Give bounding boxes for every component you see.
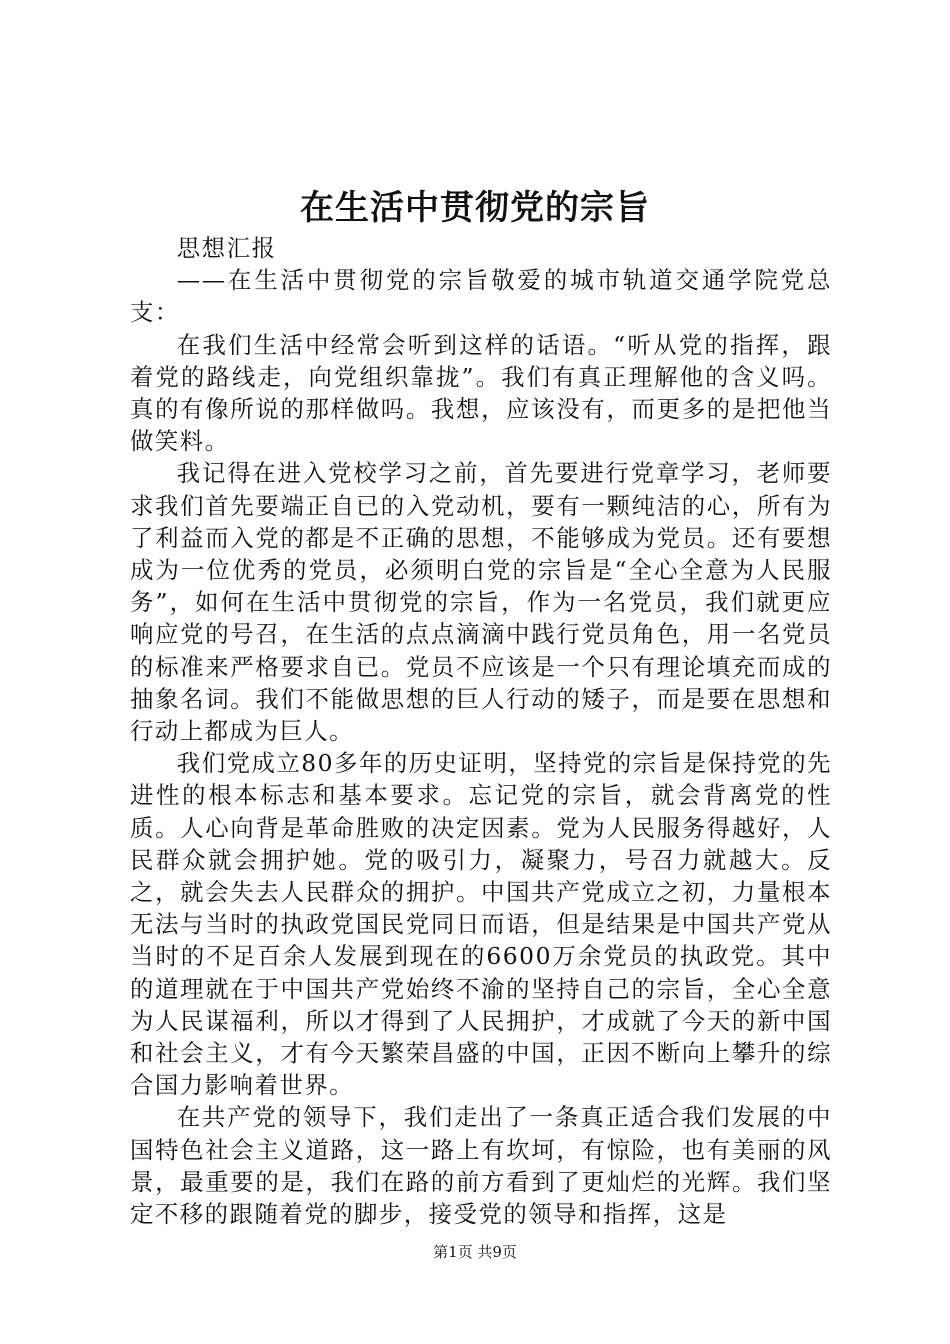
paragraph: 在我们生活中经常会听到这样的话语。“听从党的指挥，跟着党的路线走，向党组织靠拢”。我们有真正理解他的含义吗。真的有像所说的那样做吗。我想，应该没有，而更多的是把他当做笑料。 bbox=[130, 330, 832, 456]
paragraph: 我们党成立80多年的历史证明，坚持党的宗旨是保持党的先进性的根本标志和基本要求。忘记党的宗旨，就会背离党的性质。人心向背是革命胜败的决定因素。党为人民服务得越好，人民群众就会拥护她。党的吸引力，凝聚力，号召力就越大。反之，就会失去人民群众的拥护。中国共产党成立之初，力量根本无法与当时的执政党国民党同日而语，但是结果是中国共产党从当时的不足百余人发展到现在的6600万余党员的执政党。其中的道理就在于中国共产党始终不渝的坚持自己的宗旨，全心全意为人民谋福利，所以才得到了人民拥护，才成就了今天的新中国和社会主义，才有今天繁荣昌盛的中国，正因不断向上攀升的综合国力影响着世界。 bbox=[130, 749, 832, 1100]
paragraph: 我记得在进入党校学习之前，首先要进行党章学习，老师要求我们首先要端正自已的入党动机，要有一颗纯洁的心，所有为了利益而入党的都是不正确的思想，不能够成为党员。还有要想成为一位优秀的党员，必须明白党的宗旨是“全心全意为人民服务”，如何在生活中贯彻党的宗旨，作为一名党员，我们就更应响应党的号召，在生活的点点滴滴中践行党员角色，用一名党员的标准来严格要求自已。党员不应该是一个只有理论填充而成的抽象名词。我们不能做思想的巨人行动的矮子，而是要在思想和行动上都成为巨人。 bbox=[130, 459, 832, 746]
paragraph-label: 思想汇报 bbox=[176, 234, 277, 262]
document-body bbox=[130, 232, 832, 1230]
paragraph-salutation: ——在生活中贯彻党的宗旨敬爱的城市轨道交通学院党总支： bbox=[130, 266, 832, 327]
document-title: 在生活中贯彻党的宗旨 bbox=[300, 188, 650, 228]
paragraph: 在共产党的领导下，我们走出了一条真正适合我们发展的中国特色社会主义道路，这一路上有坎坷，有惊险，也有美丽的风景，最重要的是，我们在路的前方看到了更灿烂的光辉。我们坚定不移的跟随着党的脚步，接受党的领导和指挥，这是 bbox=[130, 1103, 832, 1229]
page-footer: 第1页 共9页 bbox=[433, 1243, 517, 1261]
